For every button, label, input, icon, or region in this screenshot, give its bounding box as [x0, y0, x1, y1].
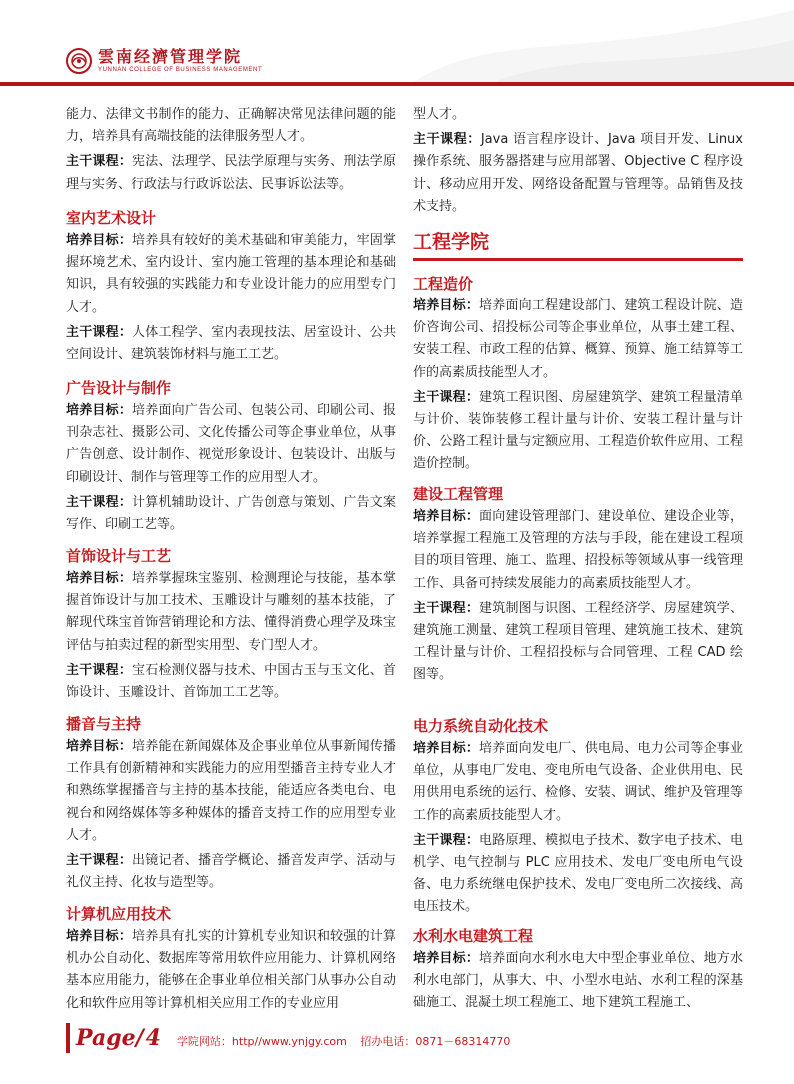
course-text: 宪法、法理学、民法学原理与实务、刑法学原理与实务、行政法与行政诉讼法、民事诉讼法等。 [66, 154, 396, 192]
course-label: 主干课程： [66, 662, 133, 678]
course-label: 主干课程： [66, 494, 133, 510]
course-label: 主干课程： [413, 832, 480, 848]
intro-block [66, 104, 396, 196]
goal-label: 培养目标： [66, 929, 133, 944]
goal-label: 培养目标： [66, 739, 133, 754]
intro-paragraph: 能力、法律文书制作的能力、正确解决常见法律问题的能力，培养具有高端技能的法律服务型人才。 [66, 107, 396, 145]
major-title-power-automation: 电力系统自动化技术 [413, 717, 549, 735]
major-title-construction-management: 建设工程管理 [413, 485, 504, 503]
major-title-broadcasting: 播音与主持 [66, 715, 142, 733]
course-label: 主干课程： [66, 853, 133, 869]
course-label: 主干课程： [413, 600, 480, 616]
goal-text: 培养面向工程建设部门、建筑工程设计院、造价咨询公司、招投标公司等企事业单位，从事土建工程、安装工程、市政工程的估算、概算、预算、施工结算等工作的高素质技能型人才。 [413, 298, 743, 380]
major-block-cost-engineering [413, 295, 743, 476]
page-footer [66, 1018, 746, 1058]
continued-block [413, 104, 743, 218]
goal-text: 培养面向发电厂、供电局、电力公司等企事业单位，从事电厂发电、变电所电气设备、企业供用电、民用供用电系统的运行、检修、安装、调试、维护及管理等工作的高素质技能型人才。 [413, 741, 743, 823]
course-text: 出镜记者、播音学概论、播音发声学、活动与礼仪主持、化妆与造型等。 [66, 853, 396, 891]
major-title-jewelry: 首饰设计与工艺 [66, 547, 172, 565]
page-label: Page/ [76, 1025, 144, 1051]
major-block-power-automation [413, 738, 743, 919]
major-block-construction-management [413, 506, 743, 687]
faculty-title-rule [413, 258, 743, 261]
goal-label: 培养目标： [66, 233, 133, 248]
footer-phone: 招办电话：0871－68314770 [360, 1035, 511, 1048]
continued-paragraph: 型人才。 [413, 107, 466, 122]
goal-text: 培养具有较好的美术基础和审美能力，牢固掌握环境艺术、室内设计、室内施工管理的基本理论和基础知识，具有较强的实践能力和专业设计能力的应用型专门人才。 [66, 233, 396, 315]
page-header [0, 0, 794, 90]
major-block-jewelry [66, 568, 396, 704]
school-name-cn: 雲南经濟管理学院 [98, 47, 243, 66]
course-text: 宝石检测仪器与技术、中国古玉与玉文化、首饰设计、玉雕设计、首饰加工工艺等。 [66, 662, 396, 701]
header-rule [0, 82, 794, 86]
major-block-broadcasting [66, 736, 396, 894]
goal-label: 培养目标： [413, 951, 480, 966]
course-label: 主干课程： [66, 324, 133, 340]
major-title-hydropower: 水利水电建筑工程 [413, 927, 534, 945]
goal-text: 培养能在新闻媒体及企事业单位从事新闻传播工作具有创新精神和实践能力的应用型播音主持专业人才和熟练掌握播音与主持的基本技能，能适应各类电台、电视台和网络媒体等多种媒体的播音支持工作的应用型专业人才。 [66, 739, 396, 843]
goal-text: 培养具有扎实的计算机专业知识和较强的计算机办公自动化、数据库等常用软件应用能力、计算机网络基本应用能力，能够在企事业单位相关部门从事办公自动化和软件应用等计算机相关应用工作的专业应用 [66, 929, 396, 1011]
goal-text: 培养掌握珠宝鉴别、检测理论与技能，基本掌握首饰设计与加工技术、玉雕设计与雕刻的基本技能，了解现代珠宝首饰营销理论和方法、懂得消费心理学及珠宝评估与拍卖过程的新型实用型、专门型人才。 [66, 571, 396, 653]
goal-text: 培养面向广告公司、包装公司、印刷公司、报刊杂志社、摄影公司、文化传播公司等企事业单位，从事广告创意、设计制作、视觉形象设计、包装设计、出版与印刷设计、制作与管理等工作的应用型人才。 [66, 403, 396, 485]
major-title-interior-design: 室内艺术设计 [66, 209, 157, 227]
major-block-advertising [66, 400, 396, 536]
school-logo [66, 48, 262, 74]
goal-text: 培养面向水利水电大中型企事业单位、地方水利水电部门，从事大、中、小型水电站、水利工程的深基础施工、混凝土坝工程施工、地下建筑工程施工、 [413, 951, 743, 1011]
course-text: 建筑制图与识图、工程经济学、房屋建筑学、建筑施工测量、建筑工程项目管理、建筑施工技术、建筑工程计量与计价、工程招投标与合同管理、工程 CAD 绘图等。 [413, 600, 743, 683]
major-block-hydropower [413, 948, 743, 1015]
major-title-computer: 计算机应用技术 [66, 905, 172, 923]
course-text: 建筑工程识图、房屋建筑学、建筑工程量清单与计价、装饰装修工程计量与计价、安装工程计量与计价、公路工程计量与定额应用、工程造价软件应用、工程造价控制。 [413, 389, 743, 472]
goal-text: 面向建设管理部门、建设单位、建设企业等，培养掌握工程施工及管理的方法与手段，能在建设工程项目的项目管理、施工、监理、招投标等领域从事一线管理工作、具备可持续发展能力的高素质技能型人才。 [413, 509, 743, 591]
major-block-interior-design [66, 230, 396, 366]
faculty-title: 工程学院 [413, 231, 490, 253]
footer-website: 学院网站：http//www.ynjgy.com [176, 1035, 347, 1048]
course-text: 计算机辅助设计、广告创意与策划、广告文案写作、印刷工艺等。 [66, 494, 396, 533]
course-label: 主干课程： [413, 389, 480, 405]
goal-label: 培养目标： [66, 571, 133, 586]
header-decoration [374, 0, 794, 82]
course-text: Java 语言程序设计、Java 项目开发、Linux 操作系统、服务器搭建与应用部署、Objective C 程序设计、移动应用开发、网络设备配置与管理等。品销售及技术支持。 [413, 132, 743, 214]
major-title-advertising: 广告设计与制作 [66, 379, 172, 397]
footer-bar [66, 1023, 70, 1053]
school-name-en: YUNNAN COLLEGE OF BUSINESS MANAGEMENT [98, 67, 263, 73]
course-text: 电路原理、模拟电子技术、数字电子技术、电机学、电气控制与 PLC 应用技术、发电厂变电所电气设备、电力系统继电保护技术、发电厂变电所二次接线、高电压技术。 [413, 832, 743, 915]
course-label: 主干课程： [413, 132, 481, 148]
course-text: 人体工程学、室内表现技法、居室设计、公共空间设计、建筑装饰材料与施工工艺。 [66, 324, 396, 363]
major-block-computer [66, 926, 396, 1015]
page-number: 4 [145, 1025, 161, 1051]
goal-label: 培养目标： [66, 403, 133, 418]
goal-label: 培养目标： [413, 741, 480, 756]
goal-label: 培养目标： [413, 298, 480, 313]
goal-label: 培养目标： [413, 509, 480, 524]
major-title-cost-engineering: 工程造价 [413, 275, 474, 293]
footer-info [177, 1033, 510, 1049]
school-emblem-icon [66, 48, 92, 74]
course-label: 主干课程： [66, 154, 133, 170]
